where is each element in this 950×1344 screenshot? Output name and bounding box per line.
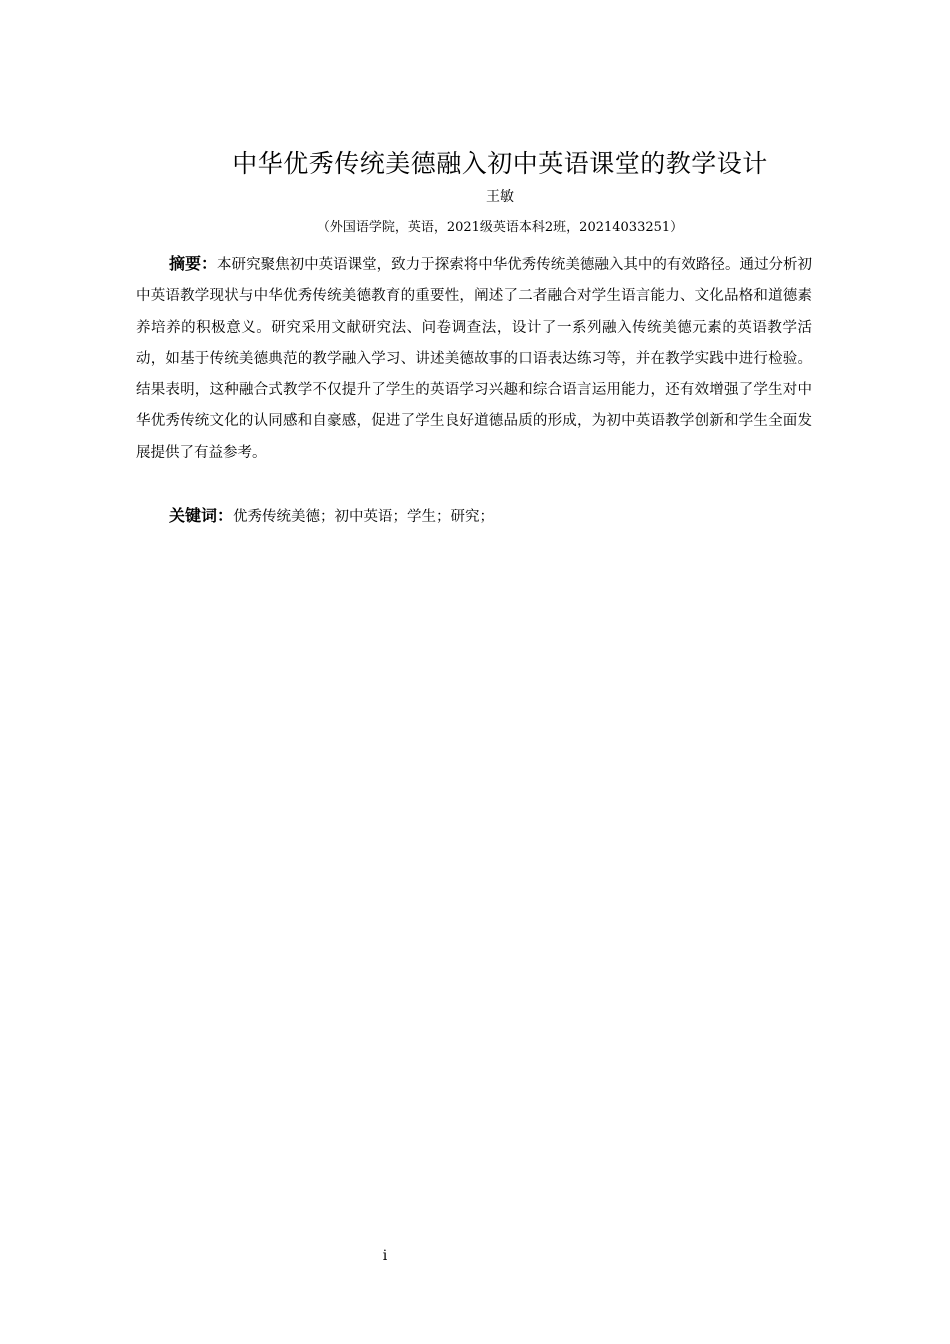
author-affiliation: （外国语学院，英语，2021级英语本科2班，20214033251） — [316, 220, 684, 235]
page-number: i — [382, 1248, 388, 1264]
paper-title: 中华优秀传统美德融入初中英语课堂的教学设计 — [232, 149, 768, 178]
abstract-text: 本研究聚焦初中英语课堂，致力于探索将中华优秀传统美德融入其中的有效路径。通过分析初中英语教学现状与中华优秀传统美德教育的重要性，阐述了二者融合对学生语言能力、文化品格和道德素养培养的积极意义。研究采用文献研究法、问卷调查法，设计了一系列融入传统美德元素的英语教学活动，如基于传统美德典范的教学融入学习、讲述美德故事的口语表达练习等，并在教学实践中进行检验。结果表明，这种融合式教学不仅提升了学生的英语学习兴趣和综合语言运用能力，还有效增强了学生对中华优秀传统文化的认同感和自豪感，促进了学生良好道德品质的形成，为初中英语教学创新和学生全面发展提供了有益参考。 — [136, 257, 812, 461]
abstract-label: 摘要： — [169, 254, 218, 273]
keywords-text: 优秀传统美德；初中英语；学生；研究； — [233, 509, 495, 525]
keywords-label: 关键词： — [169, 506, 234, 525]
abstract-paragraph — [136, 248, 812, 469]
keywords-paragraph — [136, 500, 812, 533]
author-name: 王敏 — [486, 189, 514, 205]
